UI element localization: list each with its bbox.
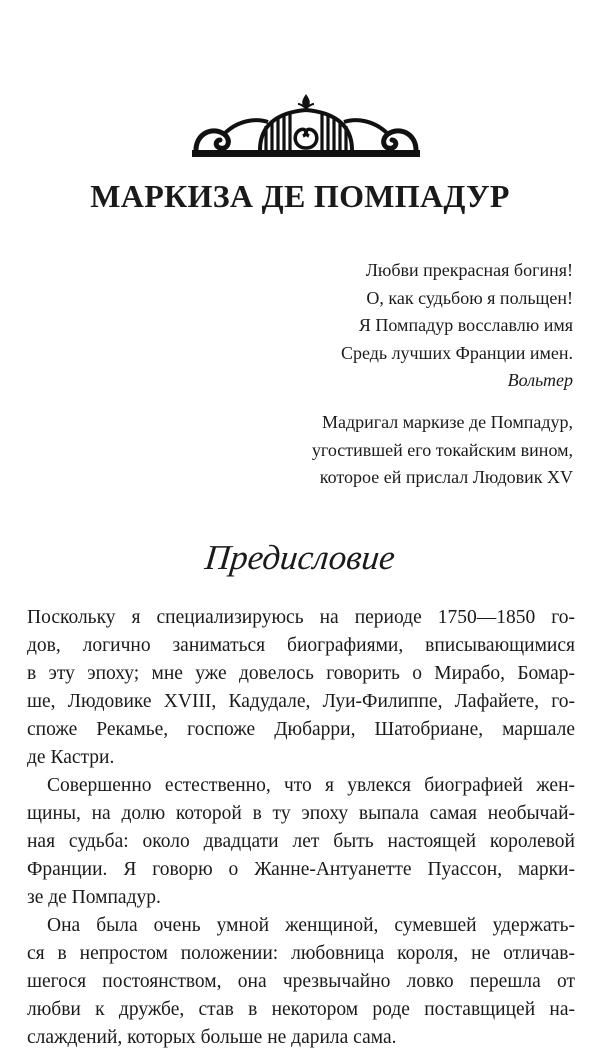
epigraph-line: Средь лучших Франции имен.: [340, 342, 573, 363]
body-text: [27, 604, 575, 1052]
dedication-line: Мадригал маркизе де Помпадур,: [321, 412, 573, 432]
body-line: щины, на долю которой в ту эпоху выпала самая необычай-: [27, 803, 575, 824]
body-line: Поскольку я специализируюсь на периоде 1750—1850 го-: [27, 607, 575, 628]
body-line: слаждений, которых больше не дарила сама.: [27, 1027, 397, 1048]
body-line: споже Рекамье, госпоже Дюбарри, Шатобриане, маршале: [27, 719, 575, 740]
chapter-title: МАРКИЗА ДЕ ПОМПАДУР: [90, 178, 510, 214]
body-line: ше, Людовике XVIII, Кадудале, Луи-Филиппе, Лафайете, го-: [27, 691, 575, 712]
section-heading: Предисловие: [203, 538, 397, 577]
epigraph-line: Я Помпадур восславлю имя: [358, 315, 573, 335]
dedication-line: которое ей прислал Людовик XV: [319, 467, 573, 487]
dedication-line: угостившей его токайским вином,: [311, 439, 573, 460]
body-line: Совершенно естественно, что я увлекся биографией жен-: [47, 775, 575, 796]
body-line: Франции. Я говорю о Жанне-Антуанетте Пуассон, марки-: [27, 859, 575, 880]
body-line: ся в непростом положении: любовница короля, не отличав-: [27, 943, 575, 964]
body-line: де Кастри.: [27, 747, 115, 768]
body-line: зе де Помпадур.: [27, 887, 161, 908]
epigraph-line: О, как судьбою я польщен!: [366, 287, 573, 308]
epigraph-author: Вольтер: [507, 370, 573, 390]
dedication-note: [153, 409, 573, 492]
body-line: шегося постоянством, она чрезвычайно ловко перешла от: [27, 971, 575, 992]
body-line: Она была очень умной женщиной, сумевшей удержать-: [47, 915, 575, 936]
body-line: дов, логично заниматься биографиями, вписывающимися: [27, 635, 575, 656]
body-line: в эту эпоху; мне уже довелось говорить о Мирабо, Бомар-: [27, 663, 575, 684]
body-line: ная судьба: около двадцати лет быть настоящей королевой: [27, 831, 575, 852]
decorative-ornament-icon: [190, 90, 422, 168]
epigraph-line: Любви прекрасная богиня!: [365, 260, 573, 280]
body-line: любви к дружбе, став в некотором роде поставщицей на-: [27, 999, 575, 1020]
epigraph: [153, 257, 573, 395]
